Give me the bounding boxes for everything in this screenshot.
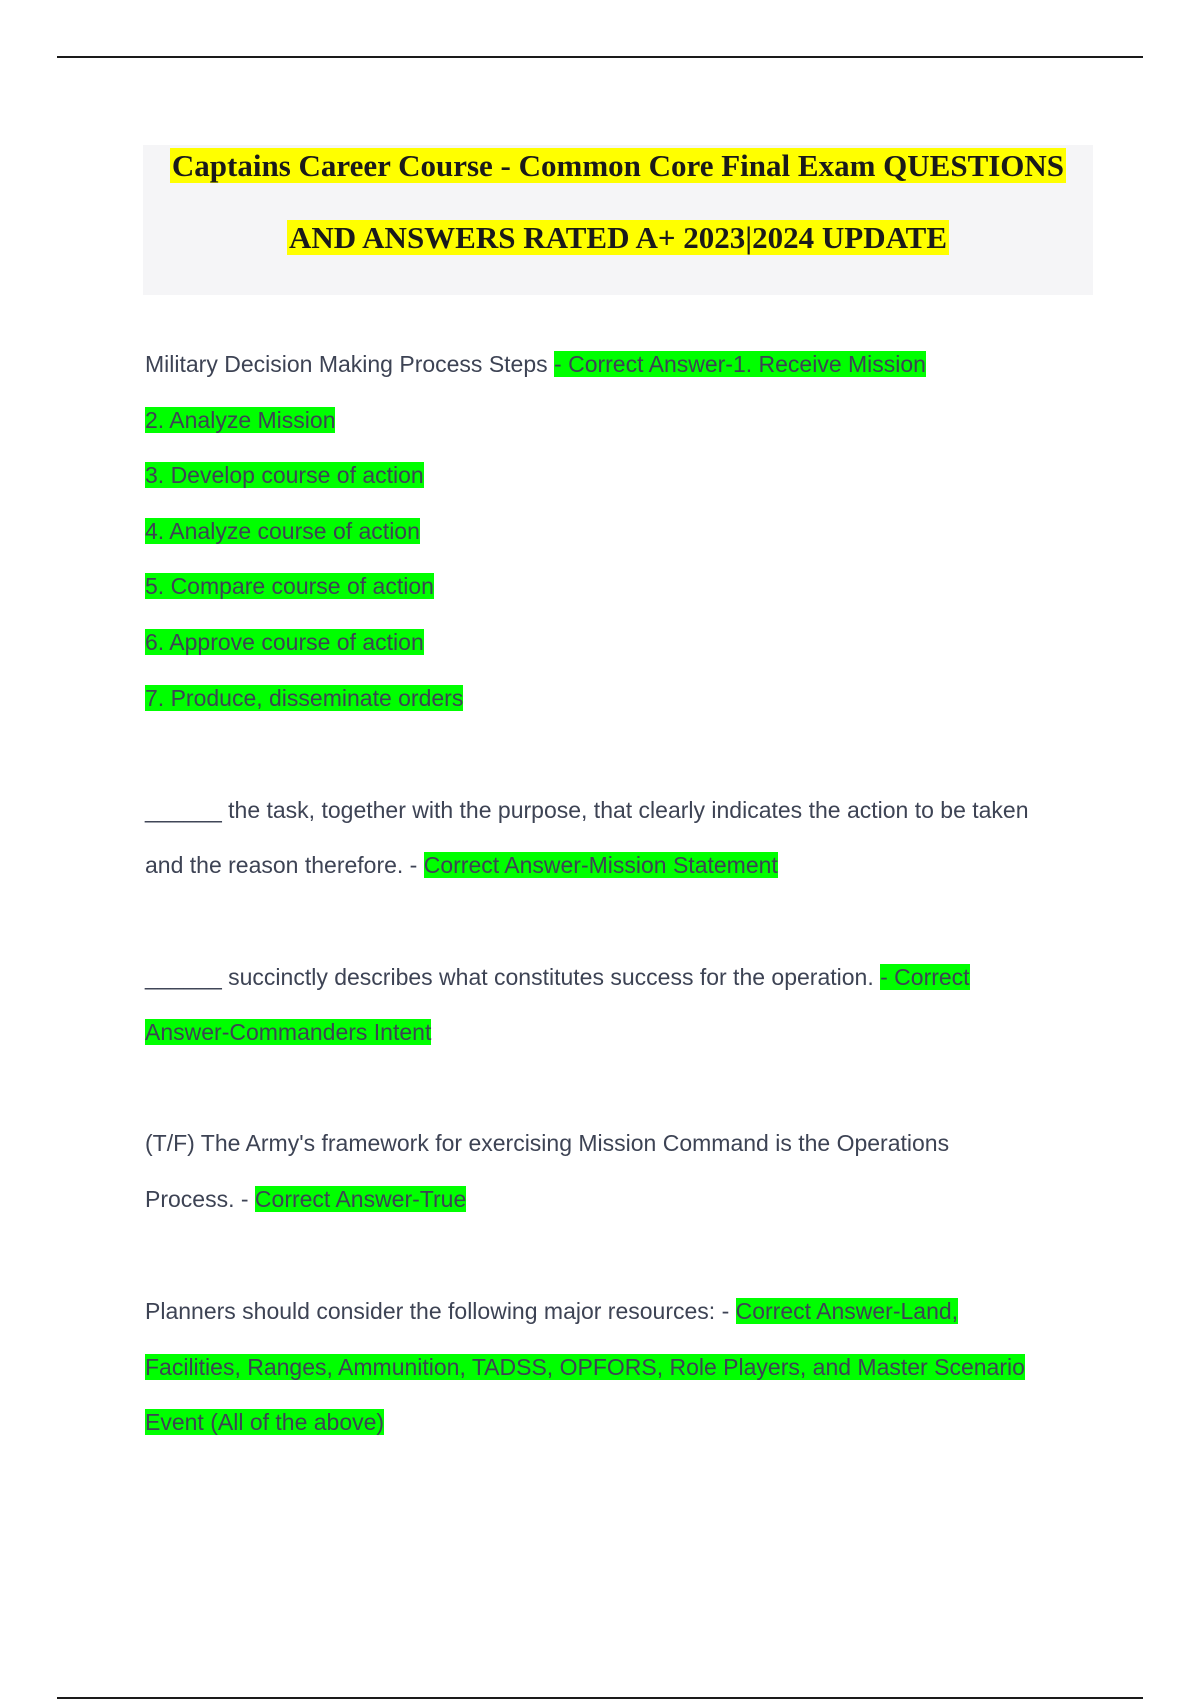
question-5-text: Planners should consider the following major resources: - xyxy=(145,1298,730,1324)
bottom-rule xyxy=(57,1697,1143,1699)
answer-1-step: 5. Compare course of action xyxy=(145,573,434,599)
answer-1-step: 6. Approve course of action xyxy=(145,629,424,655)
title-line-1: Captains Career Course - Common Core Final Exam QUESTIONS xyxy=(171,148,1065,183)
question-3-text: ______ succinctly describes what constitutes success for the operation. xyxy=(145,964,874,990)
question-5-line-1 xyxy=(145,1296,958,1326)
document-title xyxy=(143,145,1093,295)
question-2-line-1: ______ the task, together with the purpose, that clearly indicates the action to be taken xyxy=(145,797,1029,823)
question-1 xyxy=(145,349,926,379)
answer-3-line-2: Answer-Commanders Intent xyxy=(145,1019,432,1045)
question-1-text: Military Decision Making Process Steps xyxy=(145,351,548,377)
answer-1-step: 3. Develop course of action xyxy=(145,462,424,488)
title-line-2: AND ANSWERS RATED A+ 2023|2024 UPDATE xyxy=(288,220,948,255)
question-4-text: Process. - xyxy=(145,1186,249,1212)
answer-1-line-1: - Correct Answer-1. Receive Mission xyxy=(554,351,926,377)
answer-1-step: 4. Analyze course of action xyxy=(145,518,420,544)
question-4-line-1: (T/F) The Army's framework for exercising Mission Command is the Operations xyxy=(145,1130,950,1156)
question-4-line-2 xyxy=(145,1184,466,1214)
answer-2: Correct Answer-Mission Statement xyxy=(423,852,778,878)
top-rule xyxy=(57,56,1143,58)
answer-1-step: 2. Analyze Mission xyxy=(145,407,336,433)
answer-5-line-3: Event (All of the above) xyxy=(145,1409,385,1435)
answer-5-line-1: Correct Answer-Land, xyxy=(735,1298,959,1324)
answer-4: Correct Answer-True xyxy=(254,1186,467,1212)
question-3-line-1 xyxy=(145,962,970,992)
answer-3-line-1: - Correct xyxy=(880,964,970,990)
answer-5-line-2: Facilities, Ranges, Ammunition, TADSS, OPFORS, Role Players, and Master Scenario xyxy=(145,1354,1025,1380)
question-2-text: and the reason therefore. - xyxy=(145,852,418,878)
answer-1-step: 7. Produce, disseminate orders xyxy=(145,685,464,711)
question-2-line-2 xyxy=(145,850,778,880)
